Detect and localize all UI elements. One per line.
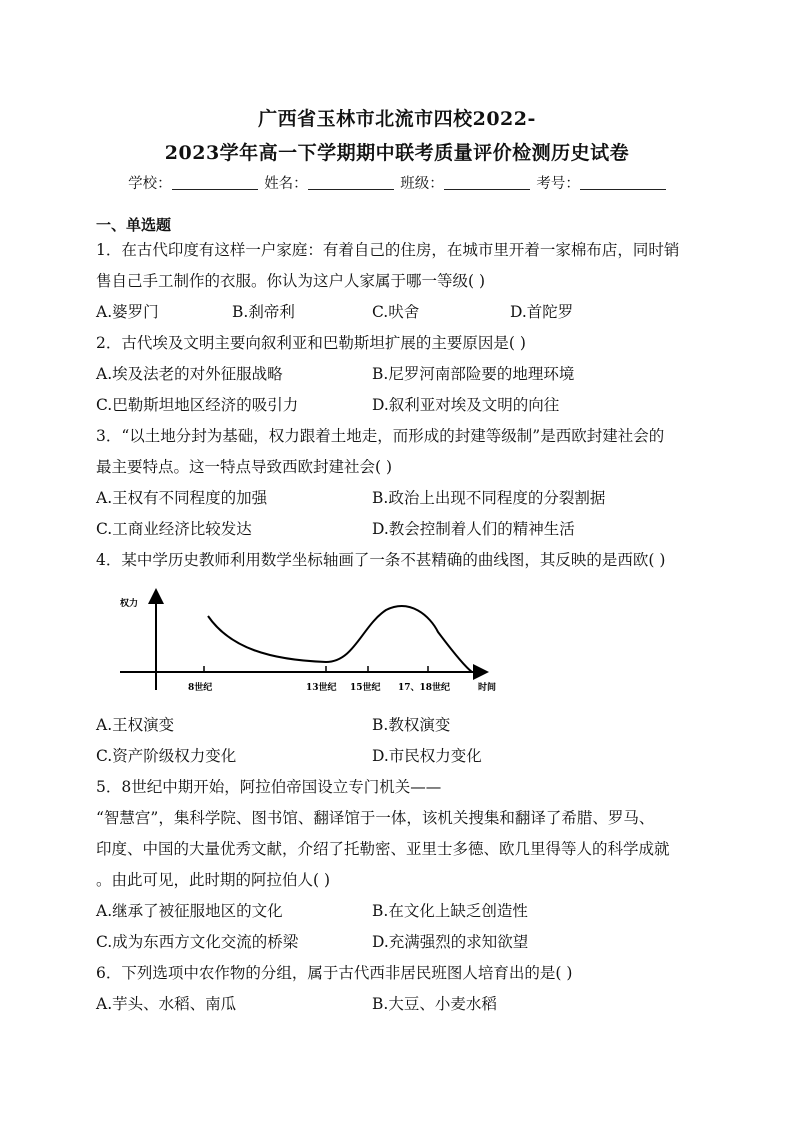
tick-label-15th-century: 15世纪 xyxy=(350,683,381,693)
q4-option-c[interactable]: C.资产阶级权力变化 xyxy=(96,747,237,765)
name-label: 姓名： xyxy=(264,176,308,192)
q1-line1: 1．在古代印度有这样一户家庭：有着自己的住房，在城市里开着一家棉布店，同时销 xyxy=(96,241,680,259)
q3-option-a[interactable]: A.王权有不同程度的加强 xyxy=(96,489,268,507)
exam-number-label: 考号： xyxy=(536,176,580,192)
name-blank[interactable] xyxy=(308,175,394,190)
school-blank[interactable] xyxy=(172,175,258,190)
q5-option-b[interactable]: B.在文化上缺乏创造性 xyxy=(372,902,528,920)
q2-option-b[interactable]: B.尼罗河南部险要的地理环境 xyxy=(372,365,575,383)
q5-line3: 印度、中国的大量优秀文献，介绍了托勒密、亚里士多德、欧几里得等人的科学成就 xyxy=(96,840,670,858)
power-curve-line xyxy=(208,606,472,672)
q4-option-b[interactable]: B.教权演变 xyxy=(372,716,451,734)
q2-option-c[interactable]: C.巴勒斯坦地区经济的吸引力 xyxy=(96,396,299,414)
q3-line2: 最主要特点。这一特点导致西欧封建社会( ) xyxy=(96,458,393,476)
q4-option-d[interactable]: D.市民权力变化 xyxy=(372,747,482,765)
q1-option-c[interactable]: C.吠舍 xyxy=(372,303,420,321)
tick-label-13th-century: 13世纪 xyxy=(306,683,337,693)
student-info-row xyxy=(0,172,794,193)
q5-option-c[interactable]: C.成为东西方文化交流的桥梁 xyxy=(96,933,299,951)
q2-line1: 2．古代埃及文明主要向叙利亚和巴勒斯坦扩展的主要原因是( ) xyxy=(96,334,526,352)
q5-line1: 5．8世纪中期开始，阿拉伯帝国设立专门机关—— xyxy=(96,778,442,796)
q1-line2: 售自己手工制作的衣服。你认为这户人家属于哪一等级( ) xyxy=(96,272,486,290)
tick-label-17-18th-century: 17、18世纪 xyxy=(398,683,451,693)
power-curve-chart xyxy=(110,586,500,696)
tick-label-8th-century: 8世纪 xyxy=(188,683,213,693)
q1-option-a[interactable]: A.婆罗门 xyxy=(96,303,159,321)
q2-option-d[interactable]: D.叙利亚对埃及文明的向往 xyxy=(372,396,560,414)
q5-line2: “智慧宫”，集科学院、图书馆、翻译馆于一体，该机关搜集和翻译了希腊、罗马、 xyxy=(96,809,655,827)
q4-line1: 4．某中学历史教师利用数学坐标轴画了一条不甚精确的曲线图，其反映的是西欧( ) xyxy=(96,551,666,569)
q2-option-a[interactable]: A.埃及法老的对外征服战略 xyxy=(96,365,283,383)
exam-title-line1: 广西省玉林市北流市四校2022- xyxy=(258,108,536,130)
q3-option-d[interactable]: D.教会控制着人们的精神生活 xyxy=(372,520,575,538)
q1-option-b[interactable]: B.刹帝利 xyxy=(232,303,295,321)
q5-option-a[interactable]: A.继承了被征服地区的文化 xyxy=(96,902,283,920)
class-blank[interactable] xyxy=(444,175,530,190)
q6-option-a[interactable]: A.芋头、水稻、南瓜 xyxy=(96,995,237,1013)
q6-line1: 6．下列选项中农作物的分组，属于古代西非居民班图人培育出的是( ) xyxy=(96,964,573,982)
school-label: 学校： xyxy=(128,176,172,192)
x-axis-label: 时间 xyxy=(478,683,497,693)
q3-line1: 3．“以土地分封为基础，权力跟着土地走，而形成的封建等级制”是西欧封建社会的 xyxy=(96,427,665,445)
q3-option-b[interactable]: B.政治上出现不同程度的分裂割据 xyxy=(372,489,606,507)
q4-option-a[interactable]: A.王权演变 xyxy=(96,716,175,734)
y-axis-label: 权力 xyxy=(120,599,139,609)
exam-number-blank[interactable] xyxy=(580,175,666,190)
q3-option-c[interactable]: C.工商业经济比较发达 xyxy=(96,520,252,538)
q6-option-b[interactable]: B.大豆、小麦水稻 xyxy=(372,995,497,1013)
q1-option-d[interactable]: D.首陀罗 xyxy=(510,303,574,321)
exam-title-line2: 2023学年高一下学期期中联考质量评价检测历史试卷 xyxy=(164,142,630,164)
class-label: 班级： xyxy=(400,176,444,192)
section-title: 一、单选题 xyxy=(96,216,172,234)
q5-option-d[interactable]: D.充满强烈的求知欲望 xyxy=(372,933,529,951)
q5-line4: 。由此可见，此时期的阿拉伯人( ) xyxy=(96,871,331,889)
